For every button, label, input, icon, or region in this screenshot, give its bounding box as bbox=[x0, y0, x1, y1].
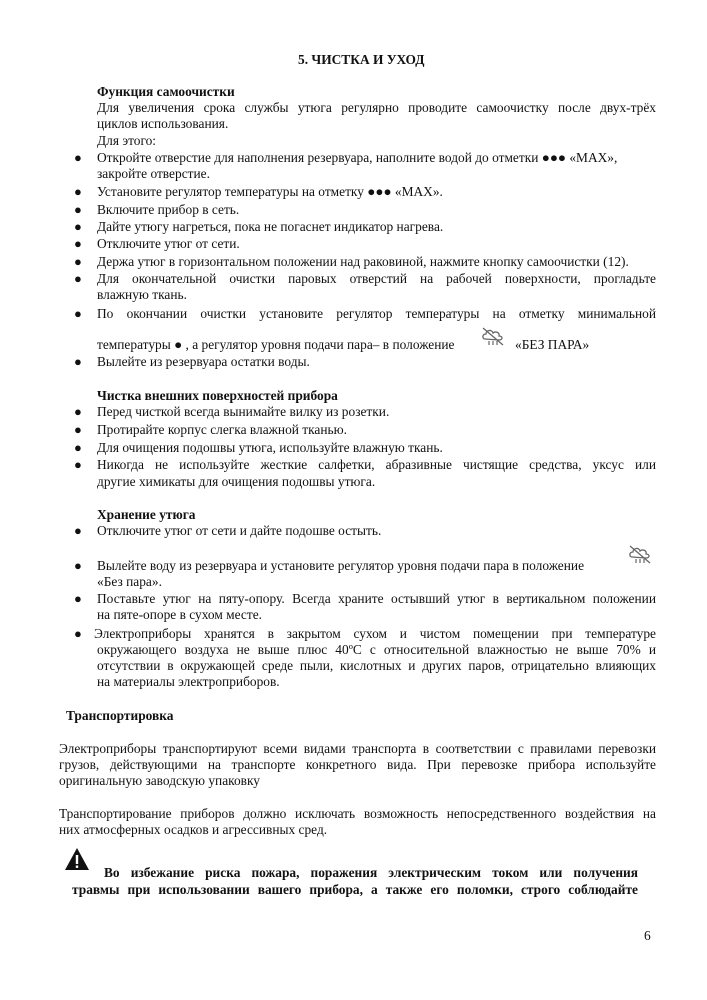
list-item-line: на пяте-опоре в сухом месте. bbox=[97, 607, 262, 622]
self-clean-intro-line: Для этого: bbox=[97, 133, 157, 148]
bullet-icon: ● bbox=[74, 184, 82, 199]
list-item-line: Для окончательной очистки паровых отверстий на рабочей поверхности, прогладьте bbox=[97, 271, 656, 286]
storage-heading: Хранение утюга bbox=[97, 507, 196, 522]
paragraph-line: Электроприборы транспортируют всеми видами транспорта в соответствии с правилами перевозки bbox=[59, 741, 656, 756]
bullet-icon: ● bbox=[74, 306, 82, 321]
list-item-line: Электроприборы хранятся в закрытом сухом и чистом помещении при температуре bbox=[94, 626, 656, 641]
list-item-line: отсутствии в окружающей среде пыли, кислотных и других паров, отрицательно влияющих bbox=[97, 658, 656, 673]
list-item-line: Включите прибор в сеть. bbox=[97, 202, 240, 217]
section-title: 5. ЧИСТКА И УХОД bbox=[298, 52, 425, 67]
paragraph-line: них атмосферных осадков и агрессивных сред. bbox=[59, 822, 328, 837]
list-item-line: Перед чисткой всегда вынимайте вилку из розетки. bbox=[97, 404, 390, 419]
list-item-line: закройте отверстие. bbox=[97, 166, 210, 181]
paragraph-line: оригинальную заводскую упаковку bbox=[59, 773, 260, 788]
list-item-line: Вылейте из резервуара остатки воды. bbox=[97, 354, 310, 369]
bullet-icon: ● bbox=[74, 254, 82, 269]
list-item-line: температуры ● , а регулятор уровня подачи пара– в положение bbox=[97, 337, 455, 352]
list-item-line: Установите регулятор температуры на отметку ●●● «MAX». bbox=[97, 184, 443, 199]
list-item-line: влажную ткань. bbox=[97, 287, 187, 302]
bullet-icon: ● bbox=[74, 626, 82, 641]
bullet-icon: ● bbox=[74, 457, 82, 472]
self-clean-heading: Функция самоочистки bbox=[97, 84, 235, 99]
list-item-line: Держа утюг в горизонтальном положении над раковиной, нажмите кнопку самоочистки (12). bbox=[97, 254, 629, 269]
list-item-line: По окончании очистки установите регулятор температуры на отметку минимальной bbox=[97, 306, 656, 321]
bullet-icon: ● bbox=[74, 523, 82, 538]
list-item-line: Отключите утюг от сети. bbox=[97, 236, 240, 251]
bullet-icon: ● bbox=[74, 422, 82, 437]
bullet-icon: ● bbox=[74, 558, 82, 573]
bullet-icon: ● bbox=[74, 150, 82, 165]
list-item-line: Откройте отверстие для наполнения резервуара, наполните водой до отметки ●●● «MAX», bbox=[97, 150, 618, 165]
no-steam-icon bbox=[627, 543, 653, 565]
bullet-icon: ● bbox=[74, 404, 82, 419]
list-item-line: Поставьте утюг на пяту-опору. Всегда храните остывший утюг в вертикальном положении bbox=[97, 591, 656, 606]
no-steam-icon bbox=[480, 325, 506, 347]
page-number: 6 bbox=[644, 928, 651, 943]
bullet-icon: ● bbox=[74, 591, 82, 606]
list-item-line: на материалы электроприборов. bbox=[97, 674, 280, 689]
paragraph-line: грузов, действующими на транспорте конкретного вида. При перевозке прибора используйте bbox=[59, 757, 656, 772]
bullet-icon: ● bbox=[74, 271, 82, 286]
list-item-line: «Без пара». bbox=[97, 574, 162, 589]
transport-heading: Транспортировка bbox=[66, 708, 174, 723]
list-item-line: Вылейте воду из резервуара и установите регулятор уровня подачи пара в положение bbox=[97, 558, 585, 573]
list-item-line: «БЕЗ ПАРА» bbox=[515, 337, 590, 352]
bullet-icon: ● bbox=[74, 440, 82, 455]
warning-line: травмы при использовании вашего прибора, а также его поломки, строго соблюдайте bbox=[72, 882, 638, 897]
list-item-line: Никогда не используйте жесткие салфетки, абразивные чистящие средства, уксус или bbox=[97, 457, 656, 472]
bullet-icon: ● bbox=[74, 202, 82, 217]
paragraph-line: Транспортирование приборов должно исключать возможность непосредственного воздействия на bbox=[59, 806, 656, 821]
self-clean-intro-line: Для увеличения срока службы утюга регулярно проводите самоочистку после двух-трёх bbox=[97, 100, 656, 115]
bullet-icon: ● bbox=[74, 354, 82, 369]
list-item-line: Для очищения подошвы утюга, используйте влажную ткань. bbox=[97, 440, 443, 455]
warning-icon bbox=[64, 847, 90, 871]
bullet-icon: ● bbox=[74, 219, 82, 234]
warning-line: Во избежание риска пожара, поражения электрическим током или получения bbox=[104, 865, 638, 880]
bullet-icon: ● bbox=[74, 236, 82, 251]
list-item-line: Отключите утюг от сети и дайте подошве остыть. bbox=[97, 523, 382, 538]
self-clean-intro-line: циклов использования. bbox=[97, 116, 229, 131]
list-item-line: Дайте утюгу нагреться, пока не погаснет индикатор нагрева. bbox=[97, 219, 444, 234]
list-item-line: Протирайте корпус слегка влажной тканью. bbox=[97, 422, 347, 437]
list-item-line: другие химикаты для очищения подошвы утюга. bbox=[97, 474, 376, 489]
exterior-heading: Чистка внешних поверхностей прибора bbox=[97, 388, 338, 403]
list-item-line: окружающего воздуха не выше плюс 40ºС с относительной влажностью не выше 70% и bbox=[97, 642, 656, 657]
